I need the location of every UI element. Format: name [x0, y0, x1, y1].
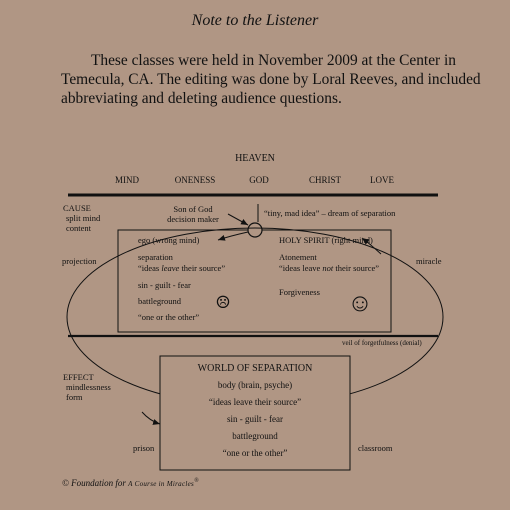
heaven-term: CHRIST — [308, 175, 342, 185]
cause-label: CAUSE — [63, 203, 91, 213]
copyright-symbol: © — [62, 478, 69, 488]
world-one-or-other: “one or the other” — [222, 448, 288, 458]
world-battleground: battleground — [232, 431, 278, 441]
projection-label: projection — [62, 256, 97, 266]
cause-label: content — [66, 223, 92, 233]
note-body: These classes were held in November 2009 at the Center in Temecula, CA. The editing was done by Loral Reeves, and included abbreviating and deleting audience questions. — [61, 52, 481, 107]
ego-separation: separation — [138, 252, 173, 262]
heaven-term: GOD — [249, 175, 269, 185]
world-body: body (brain, psyche) — [217, 380, 293, 390]
decision-maker-circle — [248, 223, 262, 237]
ego-quote: “ideas leave their source” — [138, 263, 226, 273]
heaven-label: HEAVEN — [235, 153, 275, 164]
holy-spirit-quote: “ideas leave not their source” — [279, 263, 380, 273]
decision-to-ego-arrow — [218, 232, 248, 240]
tiny-mad-idea: “tiny, mad idea” – dream of separation — [264, 208, 396, 218]
registered-mark: ® — [194, 478, 199, 484]
heaven-term: ONENESS — [174, 175, 216, 185]
forgiveness: Forgiveness — [279, 287, 320, 297]
effect-label: EFFECT — [63, 372, 94, 382]
holy-spirit-heading: HOLY SPIRIT (right mind) — [279, 235, 373, 245]
world-title: WORLD OF SEPARATION — [197, 363, 313, 374]
ego-battleground: battleground — [138, 296, 181, 306]
decision-arrow — [228, 214, 248, 225]
ego-sin: sin - guilt - fear — [138, 280, 191, 290]
cause-label: split mind — [66, 213, 101, 223]
world-sin: sin - guilt - fear — [227, 414, 283, 424]
smile-icon: ☺ — [347, 290, 373, 317]
frown-icon: ☹ — [215, 293, 231, 312]
heaven-term: MIND — [115, 175, 139, 185]
ego-one-or-other: “one or the other” — [138, 312, 200, 322]
heaven-term: LOVE — [370, 175, 394, 185]
son-of-god-label: Son of God — [173, 204, 213, 214]
effect-label: form — [66, 392, 83, 402]
miracle-label: miracle — [416, 256, 442, 266]
copyright-title: A Course in Miracles — [128, 480, 195, 488]
effect-label: mindlessness — [66, 382, 111, 392]
son-of-god-label: decision maker — [167, 214, 219, 224]
note-title: Note to the Listener — [191, 12, 319, 29]
prison-label: prison — [133, 443, 155, 453]
to-world-arrow — [142, 412, 160, 424]
copyright-text: Foundation for — [71, 478, 126, 488]
atonement: Atonement — [279, 252, 317, 262]
copyright-footer — [62, 478, 199, 488]
veil-label: veil of forgetfulness (denial) — [342, 339, 422, 347]
ego-heading: ego (wrong mind) — [138, 235, 200, 245]
world-quote: “ideas leave their source” — [208, 397, 302, 407]
classroom-label: classroom — [358, 443, 393, 453]
